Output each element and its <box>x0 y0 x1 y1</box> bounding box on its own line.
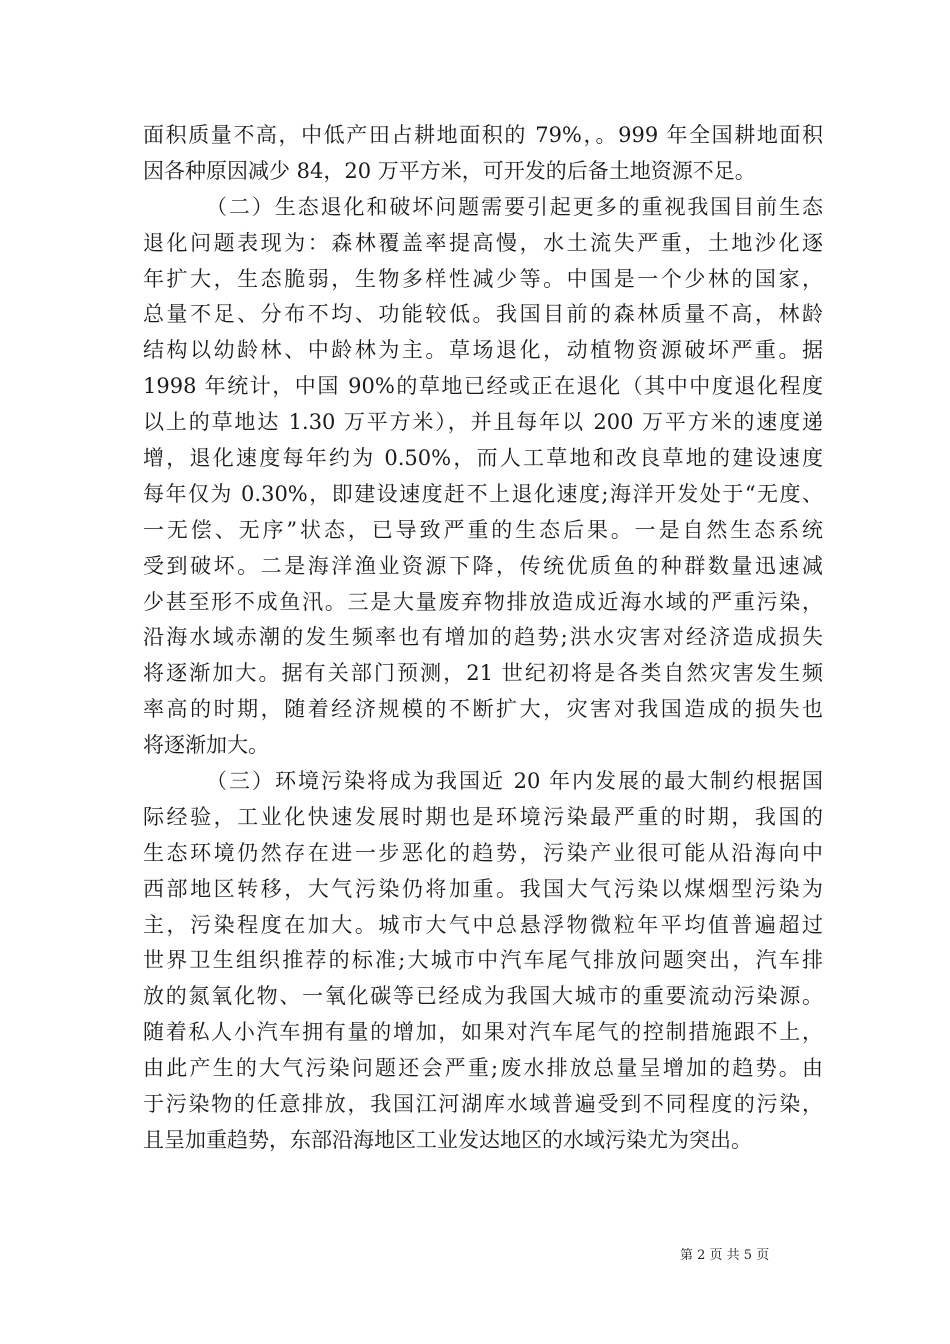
body-text <box>143 118 823 1159</box>
text-line: 年扩大，生态脆弱，生物多样性减少等。中国是一个少林的国家， <box>143 266 823 291</box>
paragraph-heading-line: （三）环境污染将成为我国近 20 年内发展的最大制约根据国 <box>206 769 823 794</box>
text-line: 总量不足、分布不均、功能较低。我国目前的森林质量不高，林龄 <box>143 302 823 327</box>
text-line: 沿海水域赤潮的发生频率也有增加的趋势;洪水灾害对经济造成损失 <box>143 625 823 650</box>
text-line: 随着私人小汽车拥有量的增加，如果对汽车尾气的控制措施跟不上， <box>143 1020 823 1045</box>
text-line: 结构以幼龄林、中龄林为主。草场退化，动植物资源破坏严重。据 <box>143 338 823 363</box>
text-line: 以上的草地达 1.30 万平方米），并且每年以 200 万平方米的速度递 <box>143 410 823 435</box>
text-line: 1998 年统计，中国 90%的草地已经或正在退化（其中中度退化程度 <box>143 374 823 399</box>
text-line: 一无偿、无序”状态，已导致严重的生态后果。一是自然生态系统 <box>143 517 823 542</box>
text-line: 于污染物的任意排放，我国江河湖库水域普遍受到不同程度的污染， <box>143 1092 823 1117</box>
text-line: 退化问题表现为：森林覆盖率提高慢，水土流失严重，土地沙化逐 <box>143 230 823 255</box>
text-line: 放的氮氧化物、一氧化碳等已经成为我国大城市的重要流动污染源。 <box>143 984 823 1009</box>
page-number: 第 2 页 共 5 页 <box>680 1248 770 1263</box>
text-line: 因各种原因减少 84，20 万平方米，可开发的后备土地资源不足。 <box>143 158 756 183</box>
text-line: 将逐渐加大。 <box>143 733 269 758</box>
text-line: 将逐渐加大。据有关部门预测，21 世纪初将是各类自然灾害发生频 <box>143 661 823 686</box>
text-line: 少甚至形不成鱼汛。三是大量废弃物排放造成近海水域的严重污染， <box>143 589 823 614</box>
text-line: 际经验，工业化快速发展时期也是环境污染最严重的时期，我国的 <box>143 804 823 829</box>
text-line: 增，退化速度每年约为 0.50%，而人工草地和改良草地的建设速度 <box>143 446 823 471</box>
text-line: 由此产生的大气污染问题还会严重;废水排放总量呈增加的趋势。由 <box>143 1056 823 1081</box>
text-line: 生态环境仍然存在进一步恶化的趋势，污染产业很可能从沿海向中 <box>143 840 823 865</box>
text-line: 率高的时期，随着经济规模的不断扩大，灾害对我国造成的损失也 <box>143 697 823 722</box>
text-line: 西部地区转移，大气污染仍将加重。我国大气污染以煤烟型污染为 <box>143 876 823 901</box>
text-line: 世界卫生组织推荐的标准;大城市中汽车尾气排放问题突出，汽车排 <box>143 948 823 973</box>
text-line: 每年仅为 0.30%，即建设速度赶不上退化速度;海洋开发处于“无度、 <box>143 481 823 506</box>
text-line: 且呈加重趋势，东部沿海地区工业发达地区的水域污染尤为突出。 <box>143 1127 752 1152</box>
text-line: 主，污染程度在加大。城市大气中总悬浮物微粒年平均值普遍超过 <box>143 912 823 937</box>
text-line: 受到破坏。二是海洋渔业资源下降，传统优质鱼的种群数量迅速减 <box>143 553 823 578</box>
paragraph-heading-line: （二）生态退化和破坏问题需要引起更多的重视我国目前生态 <box>206 194 823 219</box>
text-line: 面积质量不高，中低产田占耕地面积的 79%，。999 年全国耕地面积 <box>143 123 823 147</box>
